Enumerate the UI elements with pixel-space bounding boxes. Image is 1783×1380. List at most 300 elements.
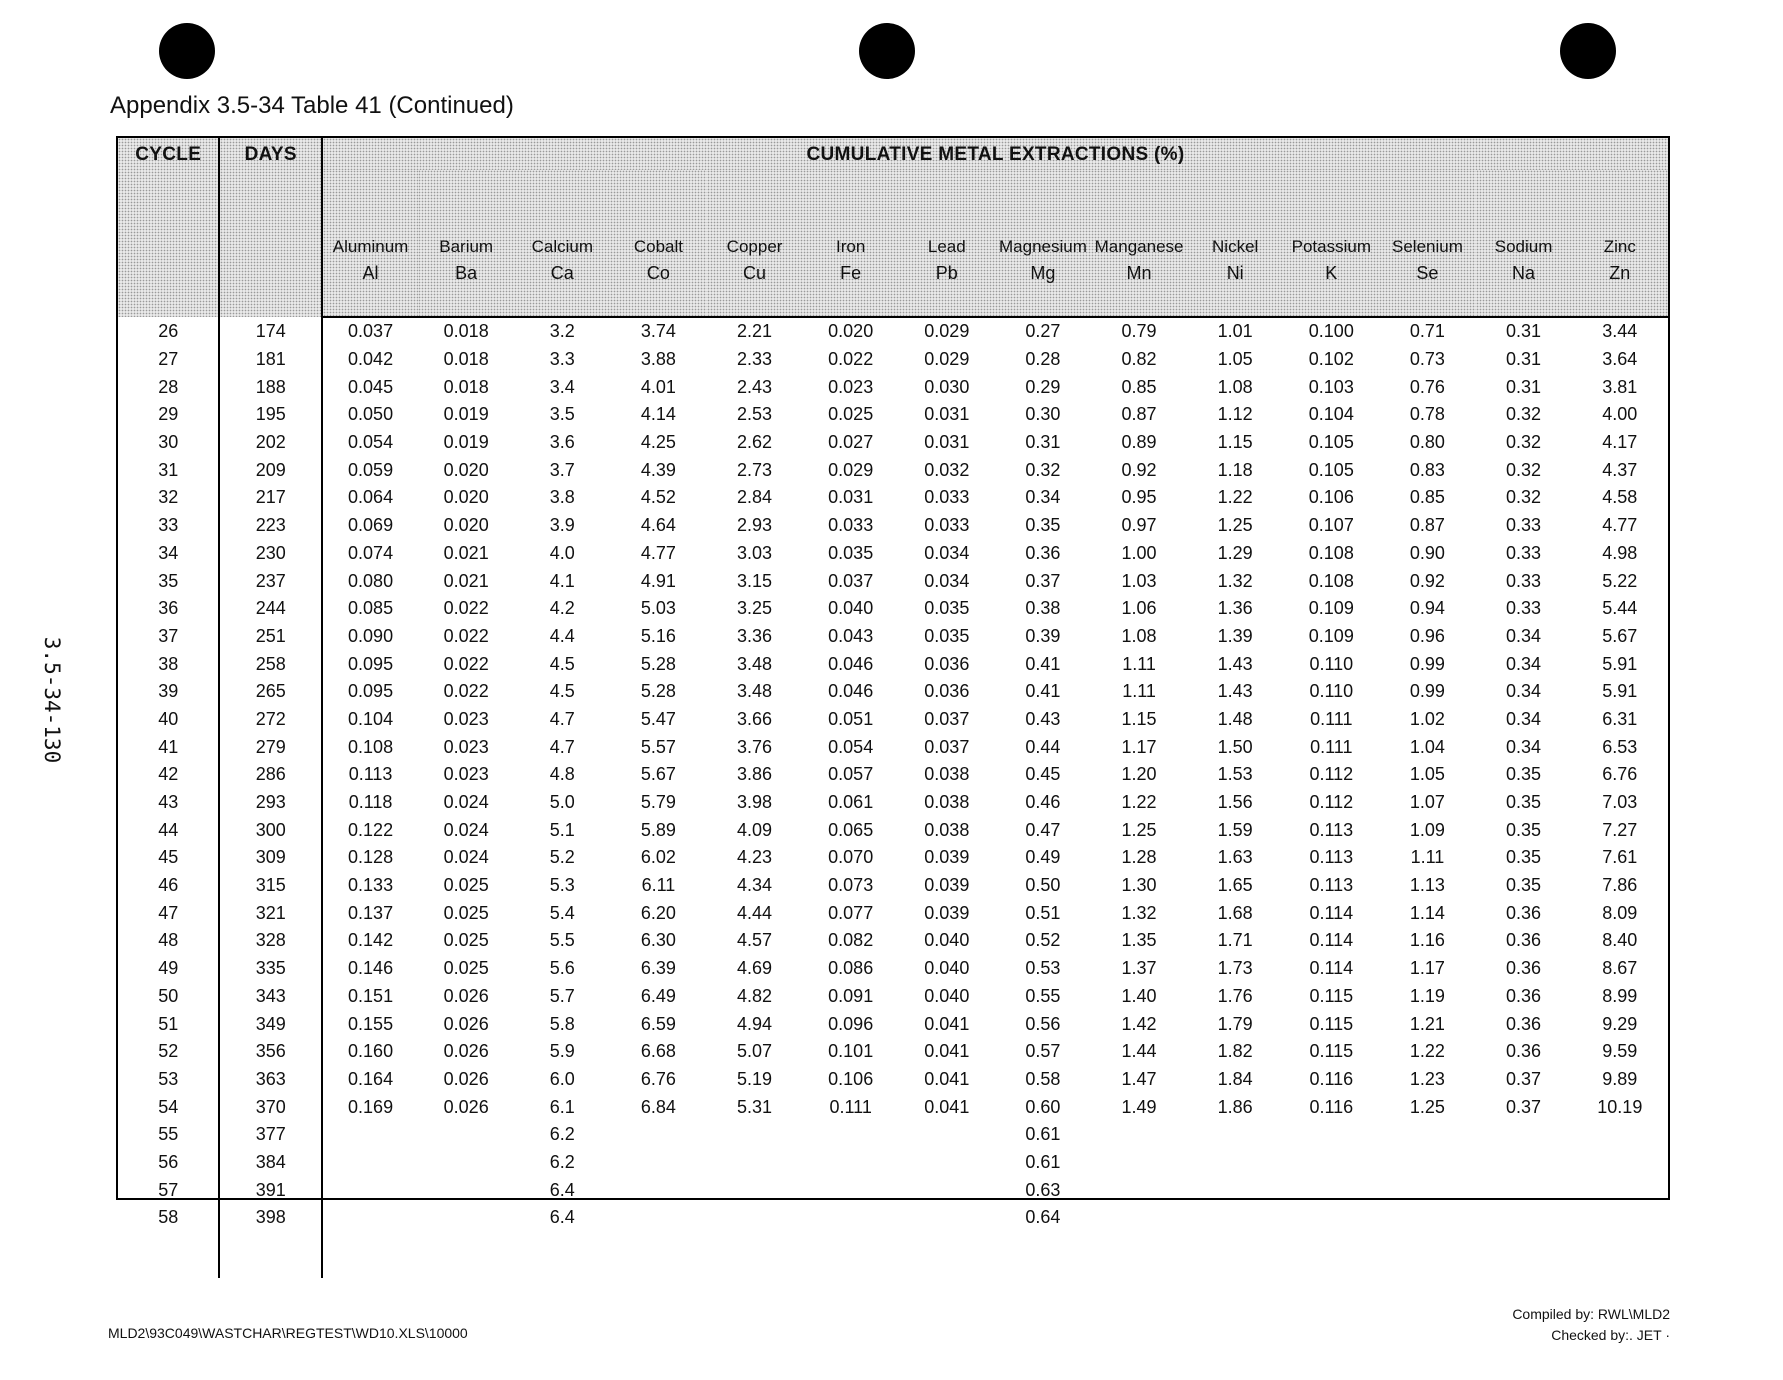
value-cell-co: 4.14 [640,404,676,425]
value-cell-ni: 1.12 [1217,404,1253,425]
value-cell-zn [1572,1176,1668,1204]
cycle-cell: 58 [118,1204,219,1232]
value-cell-al: 0.155 [348,1013,394,1034]
value-cell-pb [899,1149,995,1177]
value-cell-na: 0.32 [1506,404,1542,425]
cycle-cell: 56 [118,1149,219,1177]
days-cell: 251 [219,623,322,651]
value-cell-ca: 4.0 [549,542,575,563]
metal-name: Magnesium [999,237,1087,256]
value-cell-zn: 8.99 [1602,985,1638,1006]
value-cell-k: 0.107 [1308,515,1354,536]
cycle-cell: 33 [118,512,219,540]
value-cell-k: 0.100 [1308,321,1354,342]
value-cell-ba [418,1204,514,1232]
value-cell-co: 5.28 [640,653,676,674]
value-cell-mg: 0.64 [1025,1207,1061,1228]
metal-name: Sodium [1494,237,1553,256]
value-cell-cu: 4.94 [737,1013,773,1034]
value-cell-mn: 0.79 [1121,321,1157,342]
value-cell-ca: 4.8 [549,764,575,785]
value-cell-se: 1.17 [1409,958,1445,979]
value-cell-k: 0.105 [1308,432,1354,453]
table-row [118,844,1668,872]
days-cell: 202 [219,429,322,457]
value-cell-mn: 1.00 [1121,542,1157,563]
footer-file-path: MLD2\93C049\WASTCHAR\REGTEST\WD10.XLS\10000 [108,1325,468,1341]
value-cell-mn: 1.44 [1121,1041,1157,1062]
value-cell-al: 0.164 [348,1068,394,1089]
table-row [118,761,1668,789]
value-cell-zn: 5.22 [1602,570,1638,591]
value-cell-ni [1187,1176,1283,1204]
value-cell-co: 5.28 [640,681,676,702]
value-cell-cu: 2.62 [737,432,773,453]
metal-header-row [118,170,1668,317]
metal-symbol: Ni [1226,263,1244,283]
days-cell: 230 [219,540,322,568]
cycle-cell: 27 [118,346,219,374]
value-cell-fe: 0.111 [829,1096,872,1117]
value-cell-k: 0.106 [1308,487,1354,508]
cycle-cell: 37 [118,623,219,651]
value-cell-na: 0.36 [1506,1013,1542,1034]
value-cell-mn: 1.15 [1121,708,1157,729]
value-cell-pb [899,1204,995,1232]
value-cell-co: 6.68 [640,1041,676,1062]
table-row [118,512,1668,540]
value-cell-pb: 0.039 [924,875,970,896]
value-cell-ca: 3.4 [549,376,575,397]
cycle-cell: 38 [118,650,219,678]
value-cell-ca: 3.5 [549,404,575,425]
value-cell-na: 0.36 [1506,902,1542,923]
table-row [118,401,1668,429]
binder-hole-left [159,23,215,79]
metal-name: Manganese [1094,237,1184,256]
value-cell-pb: 0.041 [924,1013,970,1034]
value-cell-ba: 0.025 [443,875,489,896]
value-cell-mg: 0.51 [1025,902,1061,923]
metal-header-na [1476,170,1572,317]
value-cell-fe: 0.065 [828,819,874,840]
value-cell-fe: 0.070 [828,847,874,868]
value-cell-k: 0.111 [1310,736,1353,757]
value-cell-ca: 3.6 [549,432,575,453]
value-cell-co: 6.49 [640,985,676,1006]
days-cell: 335 [219,955,322,983]
value-cell-cu: 3.48 [737,681,773,702]
days-cell: 321 [219,899,322,927]
value-cell-se: 1.13 [1409,875,1445,896]
value-cell-ba: 0.024 [443,819,489,840]
value-cell-se: 0.96 [1409,625,1445,646]
cycle-cell: 36 [118,595,219,623]
value-cell-al: 0.090 [348,625,394,646]
metal-name: Aluminum [332,237,409,256]
value-cell-na: 0.33 [1506,570,1542,591]
value-cell-mn: 1.32 [1121,902,1157,923]
days-cell: 279 [219,733,322,761]
value-cell-al: 0.146 [348,958,394,979]
value-cell-co: 5.47 [640,708,676,729]
value-cell-ba: 0.018 [443,376,489,397]
table-row [118,456,1668,484]
value-cell-zn: 3.44 [1602,321,1638,342]
value-cell-na [1476,1121,1572,1149]
value-cell-se: 0.80 [1409,432,1445,453]
value-cell-co [610,1176,706,1204]
cycle-cell: 52 [118,1038,219,1066]
value-cell-mg: 0.29 [1025,376,1061,397]
metal-name: Lead [927,237,966,256]
metal-name: Cobalt [633,237,683,256]
value-cell-na: 0.31 [1506,321,1542,342]
value-cell-zn: 4.98 [1602,542,1638,563]
value-cell-co: 6.11 [641,875,676,896]
value-cell-cu: 2.43 [737,376,773,397]
value-cell-cu [707,1121,803,1149]
value-cell-cu: 3.36 [737,625,773,646]
value-cell-fe: 0.033 [828,515,874,536]
value-cell-ni: 1.08 [1217,376,1253,397]
value-cell-ni: 1.43 [1217,653,1253,674]
value-cell-zn: 9.59 [1602,1041,1638,1062]
value-cell-na: 0.37 [1506,1068,1542,1089]
cycle-cell: 49 [118,955,219,983]
metal-symbol: Cu [743,263,767,283]
value-cell-cu: 2.21 [737,321,773,342]
value-cell-k: 0.112 [1309,792,1354,813]
value-cell-zn: 8.09 [1602,902,1638,923]
value-cell-k: 0.104 [1308,404,1354,425]
value-cell-ba: 0.024 [443,847,489,868]
value-cell-cu: 4.57 [737,930,773,951]
table-row [118,1010,1668,1038]
value-cell-mg: 0.31 [1025,432,1061,453]
value-cell-ca: 6.2 [549,1124,575,1145]
value-cell-al: 0.085 [348,598,394,619]
value-cell-se: 0.87 [1409,515,1445,536]
value-cell-al [322,1204,418,1232]
value-cell-cu: 5.19 [737,1068,773,1089]
value-cell-mg: 0.60 [1025,1096,1061,1117]
value-cell-na: 0.33 [1506,598,1542,619]
value-cell-pb: 0.033 [924,487,970,508]
value-cell-mg: 0.50 [1025,875,1061,896]
value-cell-ca: 5.0 [549,792,575,813]
value-cell-al: 0.074 [348,542,394,563]
days-cell: 181 [219,346,322,374]
value-cell-cu: 3.03 [737,542,773,563]
value-cell-co: 6.02 [640,847,676,868]
value-cell-mn: 1.22 [1121,792,1157,813]
value-cell-ca: 5.8 [549,1013,575,1034]
value-cell-pb: 0.033 [924,515,970,536]
table-row [118,927,1668,955]
value-cell-fe: 0.101 [828,1041,874,1062]
table-row [118,899,1668,927]
days-cell: 244 [219,595,322,623]
value-cell-ba: 0.024 [443,792,489,813]
value-cell-mg: 0.44 [1025,736,1061,757]
value-cell-ni: 1.50 [1217,736,1253,757]
cycle-cell: 26 [118,317,219,346]
value-cell-na [1476,1176,1572,1204]
value-cell-se: 1.02 [1409,708,1445,729]
value-cell-ca: 3.2 [549,321,575,342]
value-cell-zn: 5.44 [1602,598,1638,619]
value-cell-cu: 3.86 [737,764,773,785]
metal-symbol: Al [362,263,379,283]
value-cell-ni: 1.43 [1217,681,1253,702]
value-cell-ba: 0.022 [443,681,489,702]
value-cell-na: 0.34 [1506,625,1542,646]
value-cell-mg: 0.30 [1025,404,1061,425]
days-cell: 174 [219,317,322,346]
cycle-cell: 40 [118,706,219,734]
value-cell-zn: 3.64 [1602,349,1638,370]
value-cell-al: 0.137 [348,902,394,923]
value-cell-mg: 0.52 [1025,930,1061,951]
value-cell-zn [1572,1149,1668,1177]
value-cell-ba: 0.021 [443,542,489,563]
value-cell-al: 0.095 [348,681,394,702]
metal-name: Zinc [1603,237,1636,256]
table-row [118,595,1668,623]
value-cell-mg: 0.36 [1025,542,1061,563]
metal-symbol: Pb [935,263,958,283]
value-cell-pb [899,1121,995,1149]
value-cell-mn: 0.87 [1121,404,1157,425]
value-cell-mg: 0.49 [1025,847,1061,868]
value-cell-al [322,1149,418,1177]
value-cell-pb: 0.038 [924,792,970,813]
value-cell-na: 0.34 [1506,681,1542,702]
days-cell: 370 [219,1093,322,1121]
value-cell-ca: 4.5 [549,653,575,674]
metal-name: Calcium [531,237,594,256]
page-number-vertical: 3.5-34-130 [40,636,64,764]
value-cell-co: 4.91 [640,570,676,591]
cumulative-extractions-banner: CUMULATIVE METAL EXTRACTIONS (%) [322,138,1668,170]
value-cell-zn: 10.19 [1597,1096,1643,1117]
value-cell-al: 0.128 [348,847,394,868]
cycle-cell: 46 [118,872,219,900]
value-cell-zn: 7.86 [1602,875,1638,896]
value-cell-mn [1091,1149,1187,1177]
value-cell-na: 0.36 [1506,958,1542,979]
value-cell-al: 0.069 [348,515,394,536]
metal-name: Copper [726,237,783,256]
value-cell-mn [1091,1176,1187,1204]
value-cell-ba: 0.018 [443,349,489,370]
metal-symbol: Mn [1126,263,1152,283]
cycle-cell: 55 [118,1121,219,1149]
cycle-cell: 29 [118,401,219,429]
value-cell-fe [803,1204,899,1232]
value-cell-pb: 0.039 [924,847,970,868]
value-cell-mg: 0.63 [1025,1179,1061,1200]
value-cell-na: 0.34 [1506,653,1542,674]
page-title: Appendix 3.5-34 Table 41 (Continued) [110,92,514,119]
value-cell-ca: 4.2 [549,598,575,619]
cycle-cell: 54 [118,1093,219,1121]
value-cell-k: 0.114 [1309,902,1354,923]
value-cell-ni: 1.36 [1217,598,1253,619]
value-cell-ni: 1.48 [1217,708,1253,729]
table-row [118,373,1668,401]
value-cell-na: 0.33 [1506,515,1542,536]
value-cell-co [610,1204,706,1232]
value-cell-k: 0.114 [1309,930,1354,951]
value-cell-zn: 4.77 [1602,515,1638,536]
days-cell: 300 [219,816,322,844]
value-cell-pb: 0.040 [924,985,970,1006]
value-cell-ba: 0.022 [443,625,489,646]
table-row [118,1149,1668,1177]
value-cell-co: 6.76 [640,1068,676,1089]
metal-symbol: Zn [1609,263,1631,283]
value-cell-mg: 0.57 [1025,1041,1061,1062]
table-row [118,567,1668,595]
value-cell-pb: 0.038 [924,764,970,785]
value-cell-se: 1.25 [1409,1096,1445,1117]
value-cell-mn: 1.03 [1121,570,1157,591]
value-cell-mn: 1.08 [1121,625,1157,646]
value-cell-fe [803,1121,899,1149]
value-cell-k: 0.109 [1308,625,1354,646]
value-cell-na: 0.35 [1506,875,1542,896]
value-cell-ba: 0.023 [443,736,489,757]
value-cell-ba [418,1176,514,1204]
value-cell-zn: 8.67 [1602,958,1638,979]
cycle-cell: 31 [118,456,219,484]
value-cell-ni: 1.79 [1217,1013,1253,1034]
value-cell-fe: 0.029 [828,459,874,480]
value-cell-se: 0.99 [1409,681,1445,702]
value-cell-ca: 5.9 [549,1041,575,1062]
cycle-cell: 45 [118,844,219,872]
days-cell: 384 [219,1149,322,1177]
days-cell: 286 [219,761,322,789]
value-cell-ba: 0.026 [443,1096,489,1117]
value-cell-cu: 2.84 [737,487,773,508]
value-cell-mn: 1.35 [1121,930,1157,951]
value-cell-k: 0.116 [1309,1068,1354,1089]
value-cell-cu: 4.69 [737,958,773,979]
value-cell-pb: 0.041 [924,1068,970,1089]
value-cell-mg: 0.55 [1025,985,1061,1006]
days-cell: 315 [219,872,322,900]
metal-symbol: Na [1512,263,1536,283]
value-cell-se: 0.92 [1409,570,1445,591]
checked-by: Checked by:. JET · [1551,1327,1670,1343]
value-cell-fe: 0.073 [828,875,874,896]
cycle-cell: 32 [118,484,219,512]
cycle-cell: 47 [118,899,219,927]
table-body [118,317,1668,1278]
value-cell-na: 0.32 [1506,459,1542,480]
value-cell-k: 0.102 [1308,349,1354,370]
value-cell-se: 1.14 [1409,902,1445,923]
value-cell-ba: 0.026 [443,985,489,1006]
value-cell-mn: 1.06 [1121,598,1157,619]
value-cell-ca: 6.4 [549,1207,575,1228]
value-cell-cu: 4.82 [737,985,773,1006]
days-cell: 343 [219,983,322,1011]
days-cell: 349 [219,1010,322,1038]
cycle-cell: 43 [118,789,219,817]
value-cell-ca: 4.7 [549,736,575,757]
value-cell-mg: 0.37 [1025,570,1061,591]
value-cell-k: 0.108 [1308,570,1354,591]
value-cell-mn: 1.37 [1121,958,1157,979]
value-cell-zn [1572,1204,1668,1232]
value-cell-pb: 0.039 [924,902,970,923]
table-row [118,983,1668,1011]
value-cell-al: 0.059 [348,459,394,480]
value-cell-mg: 0.47 [1025,819,1061,840]
value-cell-pb: 0.031 [924,432,970,453]
value-cell-ni: 1.32 [1217,570,1253,591]
value-cell-mn: 1.47 [1121,1068,1157,1089]
value-cell-ba: 0.026 [443,1068,489,1089]
value-cell-na [1476,1204,1572,1232]
value-cell-mn: 1.11 [1122,653,1156,674]
value-cell-mn: 1.11 [1122,681,1156,702]
table-row [118,1038,1668,1066]
value-cell-mn: 0.82 [1121,349,1157,370]
value-cell-ni [1187,1204,1283,1232]
value-cell-mg: 0.61 [1025,1124,1061,1145]
table-row [118,1066,1668,1094]
value-cell-co: 4.64 [640,515,676,536]
value-cell-al: 0.151 [348,985,394,1006]
value-cell-mg: 0.34 [1025,487,1061,508]
value-cell-pb: 0.037 [924,736,970,757]
value-cell-co [610,1121,706,1149]
value-cell-fe: 0.106 [828,1068,874,1089]
value-cell-zn: 6.76 [1602,764,1638,785]
value-cell-zn: 4.58 [1602,487,1638,508]
value-cell-ba: 0.025 [443,958,489,979]
value-cell-se: 1.22 [1409,1041,1445,1062]
value-cell-pb: 0.030 [924,376,970,397]
metal-symbol: Co [646,263,670,283]
days-cell: 398 [219,1204,322,1232]
value-cell-co: 5.03 [640,598,676,619]
value-cell-cu [707,1204,803,1232]
table-row [118,650,1668,678]
value-cell-fe [803,1149,899,1177]
value-cell-mn: 1.20 [1121,764,1157,785]
value-cell-na: 0.36 [1506,1041,1542,1062]
value-cell-k: 0.115 [1309,985,1354,1006]
value-cell-pb: 0.040 [924,958,970,979]
value-cell-na: 0.32 [1506,487,1542,508]
value-cell-co: 4.01 [640,376,676,397]
value-cell-mn: 1.25 [1121,819,1157,840]
metal-symbol: Se [1416,263,1439,283]
value-cell-ba: 0.023 [443,708,489,729]
value-cell-pb [899,1176,995,1204]
value-cell-fe: 0.035 [828,542,874,563]
value-cell-ba: 0.025 [443,930,489,951]
value-cell-se: 1.11 [1410,847,1445,868]
value-cell-na: 0.35 [1506,819,1542,840]
value-cell-cu: 4.23 [737,847,773,868]
